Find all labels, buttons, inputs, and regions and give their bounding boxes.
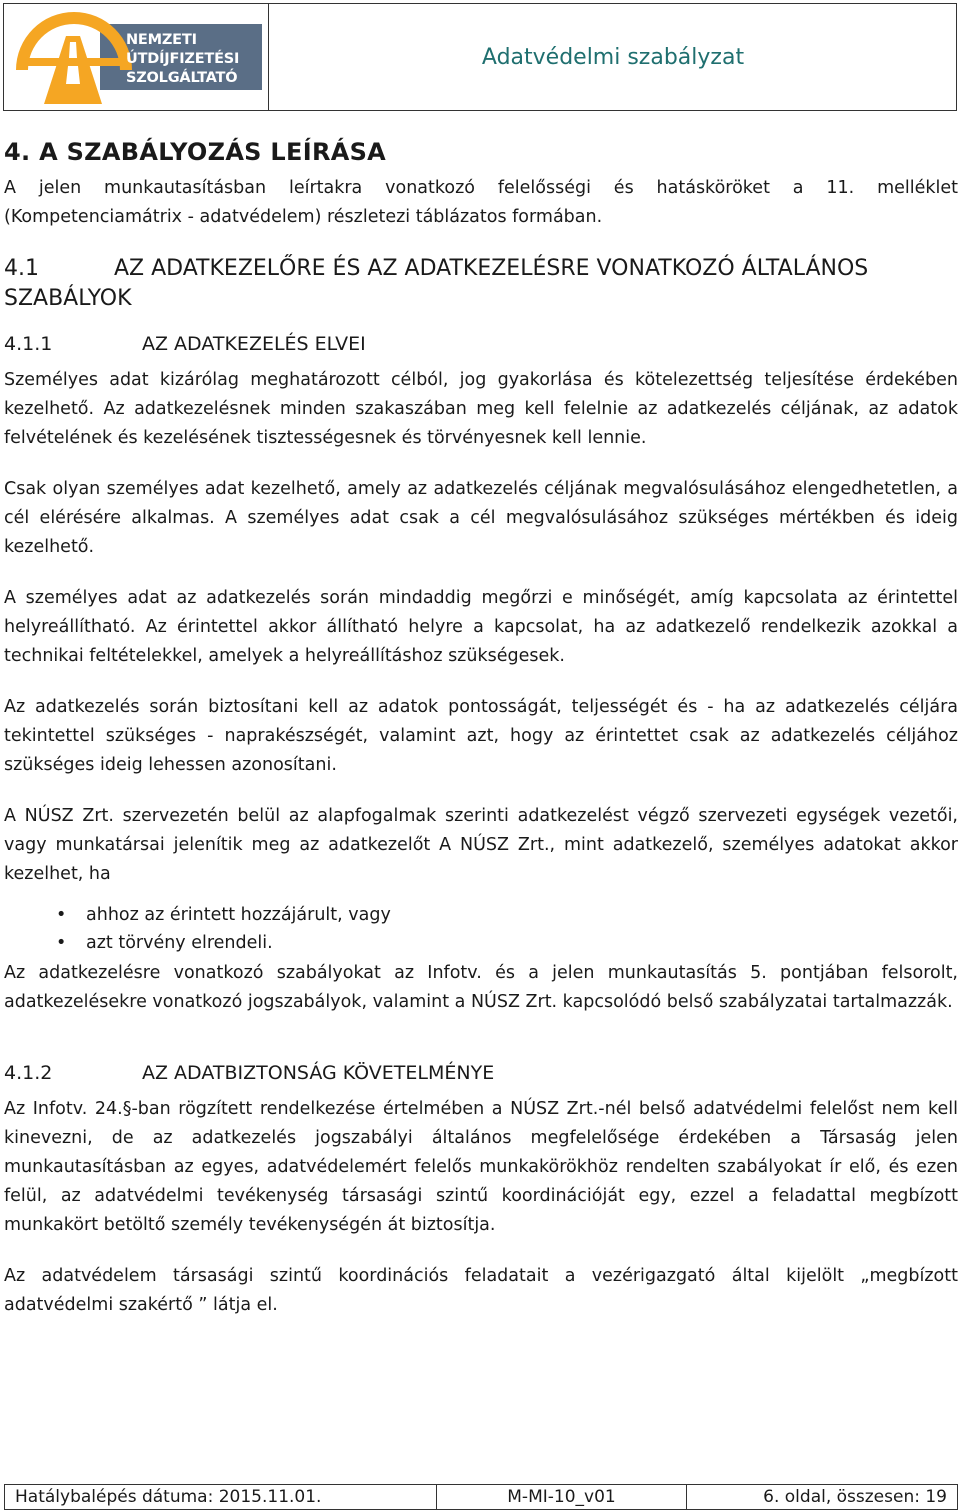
effective-date: Hatálybalépés dátuma: 2015.11.01. xyxy=(5,1485,437,1509)
document-code: M-MI-10_v01 xyxy=(437,1485,687,1509)
paragraph: A személyes adat az adatkezelés során mindaddig megőrzi e minőségét, amíg kapcsolata az érintettel helyreállítható. Az érintettel akkor állítható helyre a kapcsolat, ha az adatkezelő rendelkezik azokkal a technikai feltételekkel, amelyek a helyreállításhoz szükségesek. xyxy=(4,588,958,666)
logo-cell xyxy=(4,4,269,110)
section-title: AZ ADATKEZELŐRE ÉS AZ ADATKEZELÉSRE VONATKOZÓ ÁLTALÁNOS SZABÁLYOK xyxy=(4,256,869,311)
section-title: AZ ADATKEZELÉS ELVEI xyxy=(142,333,366,355)
paragraph: A NÚSZ Zrt. szervezetén belül az alapfogalmak szerinti adatkezelést végző szervezeti egységek vezetői, vagy munkatársai jelenítik meg az adatkezelőt A NÚSZ Zrt., mint adatkezelő, személyes adatokat akkor kezelhet, ha xyxy=(4,806,958,884)
section-title: AZ ADATBIZTONSÁG KÖVETELMÉNYE xyxy=(142,1062,495,1084)
document-title: Adatvédelmi szabályzat xyxy=(481,44,745,70)
section-4-intro: A jelen munkautasításban leírtakra vonatkozó felelősségi és hatásköröket a 11. melléklet (Kompetenciamátrix - adatvédelem) részletezi táblázatos formában. xyxy=(4,178,958,227)
section-4-heading: 4. A SZABÁLYOZÁS LEÍRÁSA xyxy=(4,138,387,166)
page-footer xyxy=(4,1484,958,1510)
page-header xyxy=(3,3,957,111)
paragraph: Csak olyan személyes adat kezelhető, amely az adatkezelés céljának megvalósulásához elengedhetetlen, a cél elérésére alkalmas. A személyes adat csak a cél megvalósulásához szükséges mértékben és ideig kezelhető. xyxy=(4,479,958,557)
paragraph: Az adatkezelésre vonatkozó szabályokat az Infotv. és a jelen munkautasítás 5. pontjában felsorolt, adatkezelésekre vonatkozó jogszabályok, valamint a NÚSZ Zrt. kapcsolódó belső szabályzatai tartalmazzák. xyxy=(4,963,958,1012)
section-4-1-1-heading xyxy=(4,332,958,356)
logo-text: NEMZETI ÚTDÍJFIZETÉSI SZOLGÁLTATÓ ZRT. xyxy=(126,32,240,105)
section-number: 4.1.2 xyxy=(4,1062,53,1084)
paragraph: Személyes adat kizárólag meghatározott célból, jog gyakorlása és kötelezettség teljesítése érdekében kezelhető. Az adatkezelésnek minden szakaszában meg kell felelnie az adatkezelés céljának, az adatok felvételének és kezelésének tisztességesnek és törvényesnek kell lennie. xyxy=(4,370,958,448)
document-body xyxy=(4,132,958,1342)
section-4-1-2-heading xyxy=(4,1061,958,1085)
page-number: 6. oldal, összesen: 19 xyxy=(763,1487,947,1507)
bullet-list xyxy=(4,901,958,957)
section-4-1-heading xyxy=(4,254,958,314)
paragraph: Az adatkezelés során biztosítani kell az adatok pontosságát, teljességét és - ha az adatkezelés céljára tekintettel szükséges - naprakészségét, valamint azt, hogy az érintettet csak az adatkezelés céljához szükséges ideig lehessen azonosítani. xyxy=(4,697,958,775)
list-item: • ahhoz az érintett hozzájárult, vagy xyxy=(86,901,958,929)
section-number: 4.1.1 xyxy=(4,333,53,355)
list-item: • azt törvény elrendeli. xyxy=(86,929,958,957)
paragraph: Az Infotv. 24.§-ban rögzített rendelkezése értelmében a NÚSZ Zrt.-nél belső adatvédelmi felelőst nem kell kinevezni, de az adatkezelés jogszabályi általános megfelelősége érdekében a Társaság jelen munkautasításban az egyes, adatvédelemért felelős munkakörökhöz rendelten szabályokat ír elő, és ezen felül, az adatvédelmi tevékenység társasági szintű koordinációját egy, ezzel a feladattal megbízott munkakört betöltő személy tevékenységén át biztosítja. xyxy=(4,1099,958,1235)
paragraph: Az adatvédelem társasági szintű koordinációs feladatait a vezérigazgató által kijelölt „megbízott adatvédelmi szakértő ” látja el. xyxy=(4,1266,958,1315)
section-number: 4.1 xyxy=(4,256,39,281)
